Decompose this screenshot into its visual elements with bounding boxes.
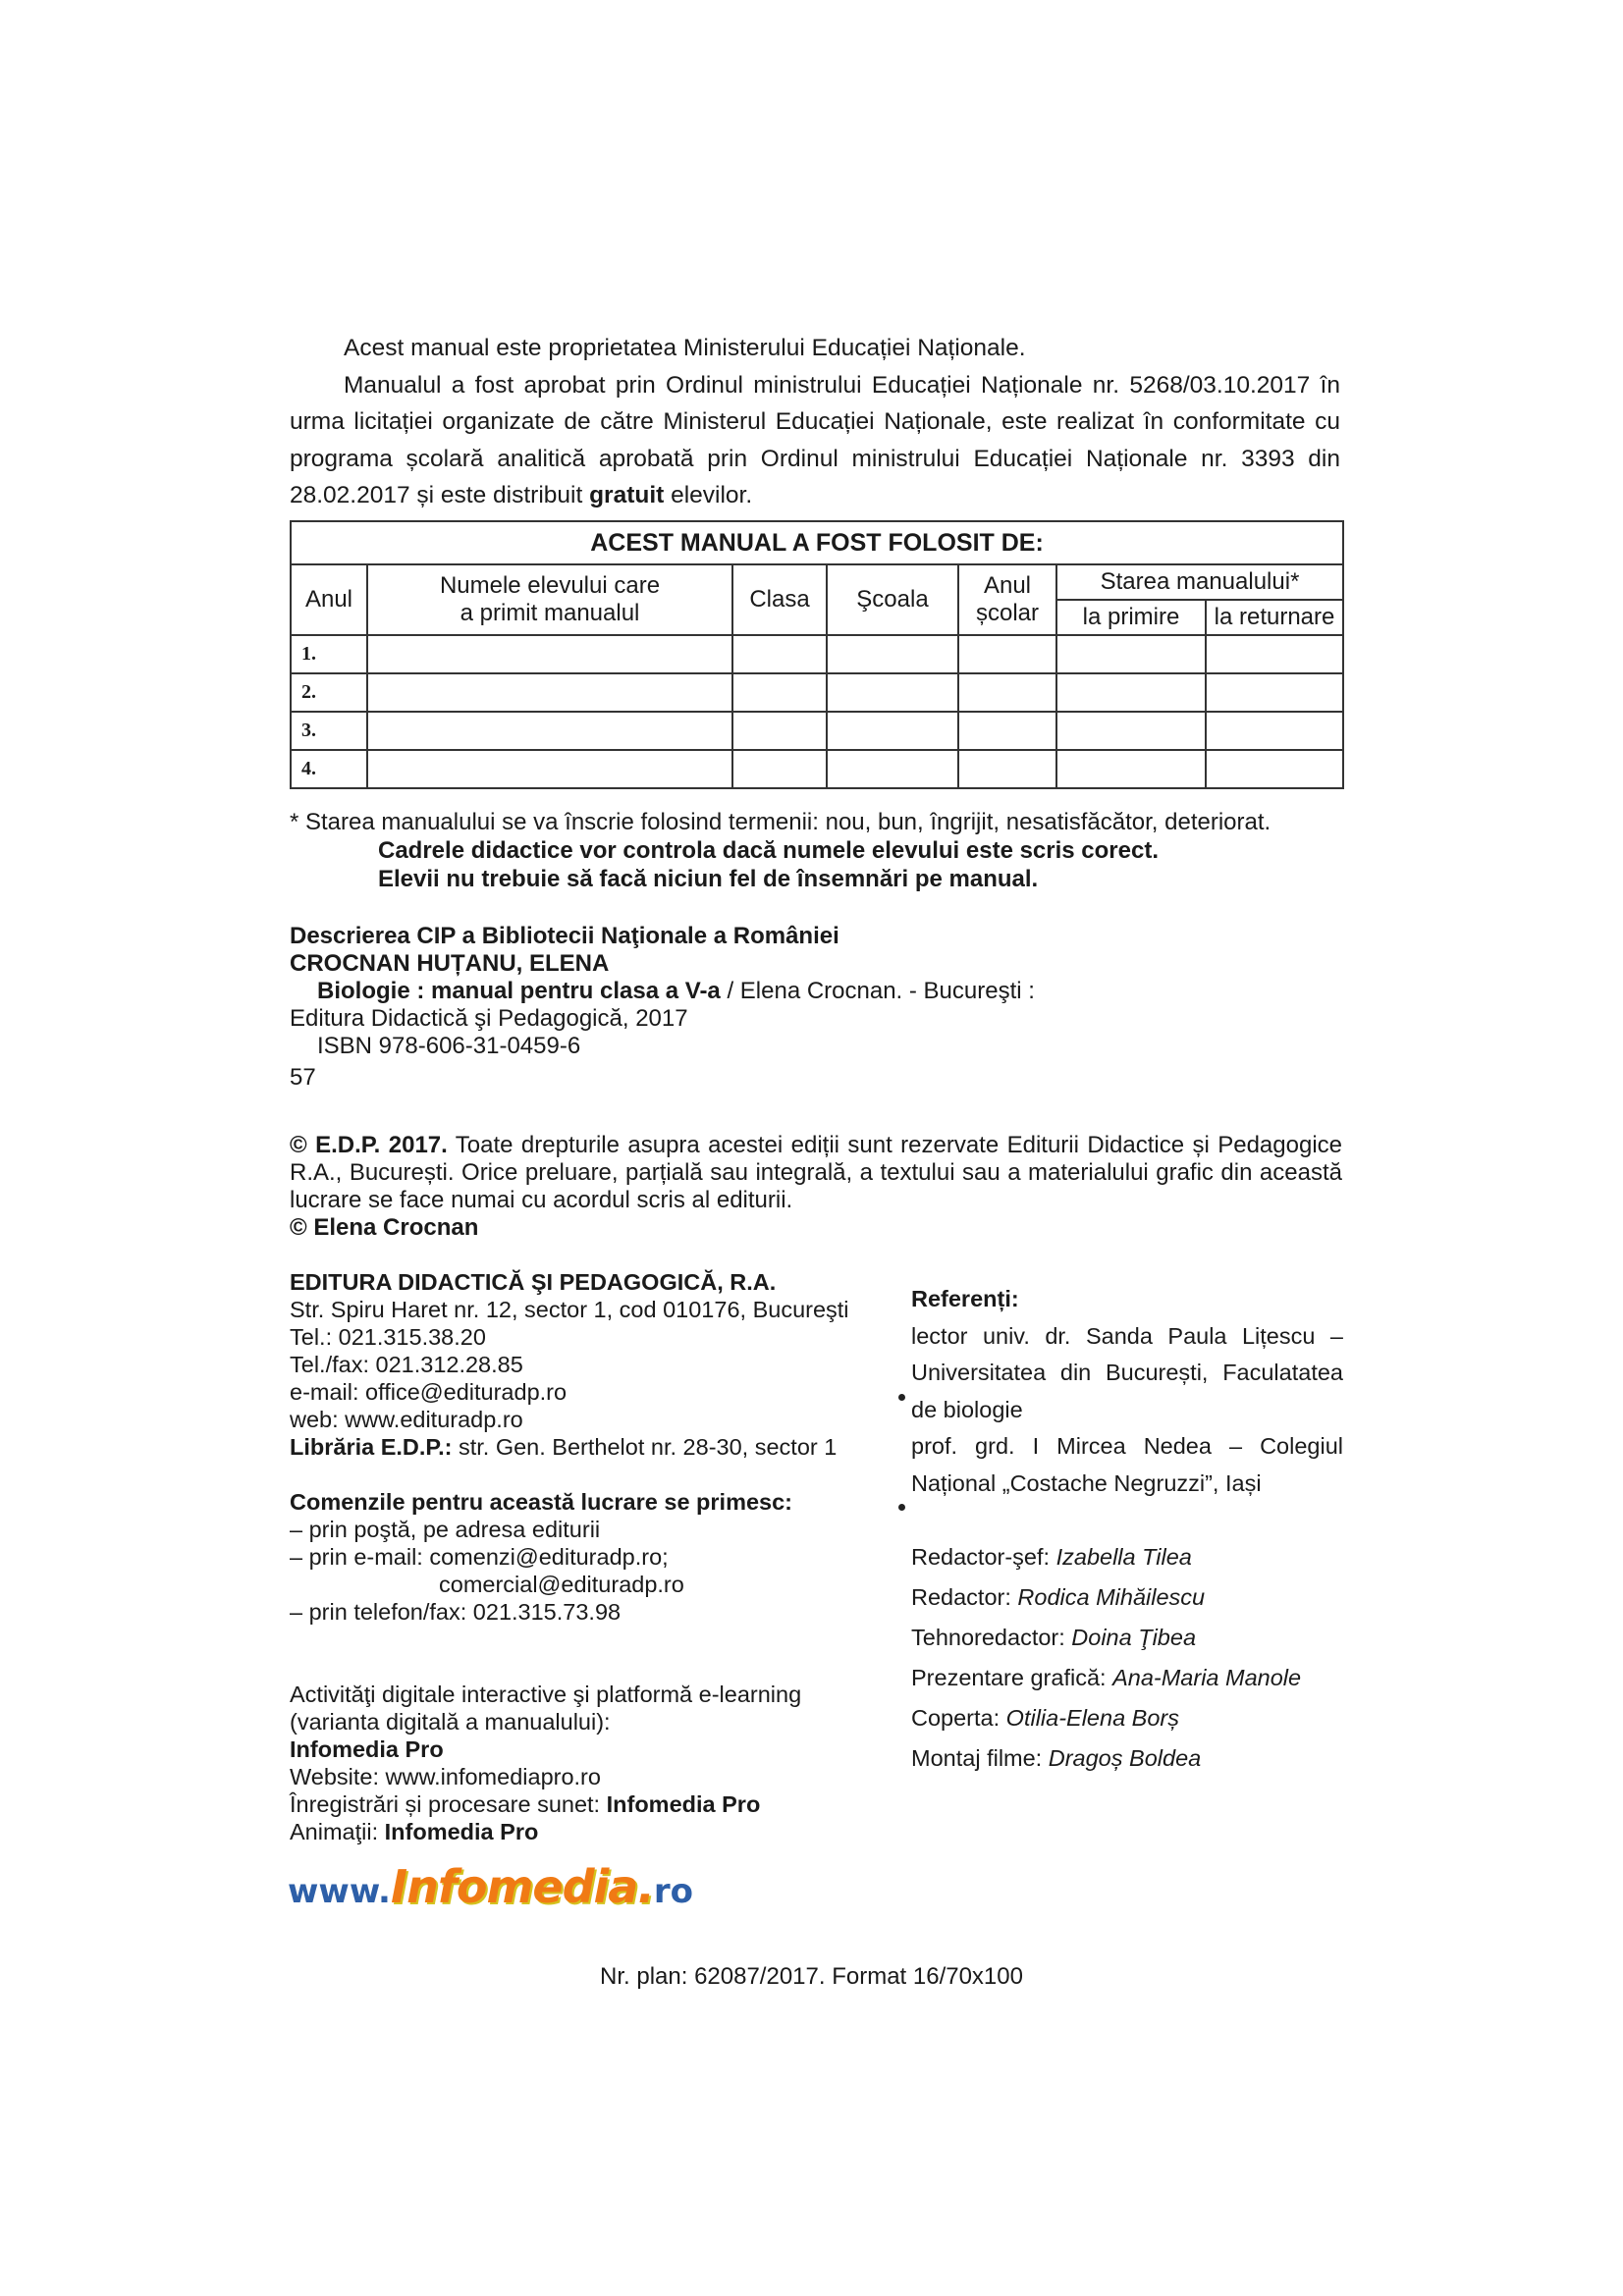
footnote: * Starea manualului se va înscrie folosind termenii: nou, bun, îngrijit, nesatisfăcător, deteriorat. (290, 809, 1271, 835)
cip-isbn: ISBN 978-606-31-0459-6 (317, 1033, 581, 1059)
digital-company: Infomedia Pro (290, 1736, 444, 1762)
orders-heading: Comenzile pentru această lucrare se primesc: (290, 1489, 792, 1515)
orders-post: – prin poştă, pe adresa editurii (290, 1517, 601, 1542)
print-plan: Nr. plan: 62087/2017. Format 16/70x100 (600, 1963, 1023, 1990)
infomedia-logo: www.Infomedia.ro (288, 1860, 693, 1913)
header-la-primire: la primire (1056, 600, 1206, 635)
bullet-dot (898, 1394, 905, 1401)
header-anul-scolar: Anul școlar (958, 564, 1056, 635)
staff-item: Prezentare grafică: Ana-Maria Manole (911, 1665, 1302, 1690)
cip-author: CROCNAN HUȚANU, ELENA (290, 950, 610, 977)
digital-line-1: Activităţi digitale interactive şi platformă e-learning (290, 1682, 802, 1707)
digital-line-2: (varianta digitală a manualului): (290, 1709, 611, 1735)
bullet-dot (898, 1504, 905, 1511)
staff-item: Tehnoredactor: Doina Ţibea (911, 1625, 1197, 1650)
credits (911, 1281, 1343, 1779)
student-note: Elevii nu trebuie să facă niciun fel de însemnări pe manual. (378, 866, 1039, 892)
digital-audio: Înregistrări și procesare sunet: Infomedia Pro (290, 1791, 761, 1817)
cip-code: 57 (290, 1064, 316, 1091)
copyright-text: © E.D.P. 2017. Toate drepturile asupra acestei ediții sunt rezervate Editurii Didactice și Pedagogice R.A., București. Orice preluare, parțială sau integrală, a textului sau a materialului grafic din această lucrare se face numai cu acordul scris al editurii. (290, 1132, 1343, 1213)
table-title: ACEST MANUAL A FOST FOLOSIT DE: (291, 521, 1343, 564)
referee-2: prof. grd. I Mircea Nedea – Colegiul Național „Costache Negruzzi”, Iași (911, 1433, 1343, 1496)
staff-item: Redactor: Rodica Mihăilescu (911, 1584, 1206, 1610)
publisher-name: EDITURA DIDACTICĂ ŞI PEDAGOGICĂ, R.A. (290, 1269, 777, 1295)
publisher-store: Librăria E.D.P.: str. Gen. Berthelot nr. 28-30, sector 1 (290, 1434, 838, 1460)
table-row: 2. (291, 673, 1343, 712)
cip-title: Biologie : manual pentru clasa a V-a / Elena Crocnan. - Bucureşti : (317, 978, 1035, 1004)
publisher-address: Str. Spiru Haret nr. 12, sector 1, cod 010176, Bucureşti (290, 1297, 849, 1322)
staff-item: Montaj filme: Dragoș Boldea (911, 1745, 1202, 1771)
staff-item: Coperta: Otilia-Elena Borș (911, 1705, 1179, 1731)
header-scoala: Şcoala (827, 564, 958, 635)
header-la-returnare: la returnare (1206, 600, 1343, 635)
table-row: 1. (291, 635, 1343, 673)
cip-heading: Descrierea CIP a Bibliotecii Naţionale a României (290, 923, 839, 949)
header-starea: Starea manualului* (1056, 564, 1343, 600)
publisher-telfax: Tel./fax: 021.312.28.85 (290, 1352, 523, 1377)
publisher-email: e-mail: office@edituradp.ro (290, 1379, 568, 1405)
publisher-web: web: www.edituradp.ro (290, 1407, 523, 1432)
orders-phone: – prin telefon/fax: 021.315.73.98 (290, 1599, 622, 1625)
table-notes (290, 808, 1350, 893)
ownership-statement: Acest manual este proprietatea Ministerului Educației Naționale. (344, 335, 1026, 361)
copyright-author: © Elena Crocnan (290, 1214, 479, 1241)
staff-item: Redactor-şef: Izabella Tilea (911, 1544, 1192, 1570)
cip-description (290, 923, 1350, 1092)
table-row: 3. (291, 712, 1343, 750)
staff-list (911, 1537, 1343, 1779)
approval-statement: Manualul a fost aprobat prin Ordinul ministrului Educației Naționale nr. 5268/03.10.2017 în urma licitației organizate de către Ministerul Educației Naționale, este realizat în conformitate cu programa școlară analitică aprobată prin Ordinul ministrului Educației Naționale nr. 3393 din 28.02.2017 și este distribuit gratuit elevilor. (290, 371, 1340, 508)
header-anul: Anul (291, 564, 367, 635)
teacher-note: Cadrele didactice vor controla dacă numele elevului este scris corect. (378, 837, 1159, 864)
orders-email: – prin e-mail: comenzi@edituradp.ro; (290, 1544, 669, 1570)
header-clasa: Clasa (732, 564, 827, 635)
table-row: 4. (291, 750, 1343, 788)
orders-email-2: comercial@edituradp.ro (439, 1572, 684, 1597)
copyright-block (290, 1132, 1342, 1242)
usage-table (290, 520, 1344, 789)
cip-publisher: Editura Didactică şi Pedagogică, 2017 (290, 1005, 688, 1032)
header-numele: Numele elevului care a primit manualul (367, 564, 732, 635)
digital-website: Website: www.infomediapro.ro (290, 1764, 601, 1789)
publisher-info (290, 1268, 879, 1845)
referees-heading: Referenți: (911, 1286, 1019, 1311)
digital-animations: Animaţii: Infomedia Pro (290, 1819, 539, 1844)
referee-1: lector univ. dr. Sanda Paula Lițescu – Universitatea din București, Faculatatea de biologie (911, 1322, 1343, 1422)
intro-text (290, 330, 1340, 514)
publisher-tel: Tel.: 021.315.38.20 (290, 1324, 486, 1350)
